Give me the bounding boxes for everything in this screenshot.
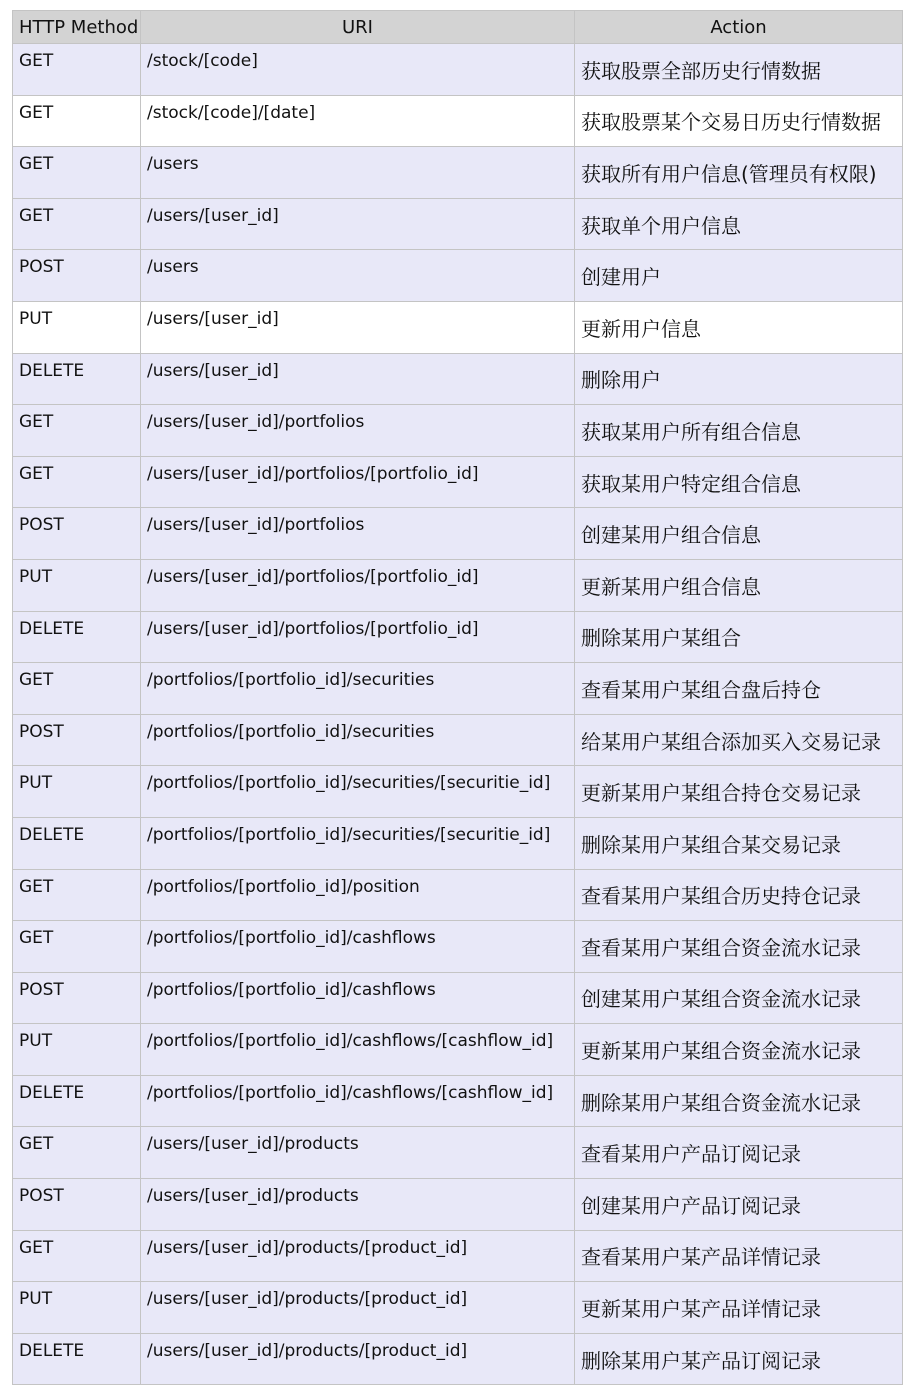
uri-cell: /portfolios/[portfolio_id]/position <box>141 869 575 921</box>
table-row <box>13 559 903 611</box>
uri-cell: /users/[user_id]/portfolios/[portfolio_id] <box>141 456 575 508</box>
method-cell: PUT <box>13 1282 141 1334</box>
method-cell: PUT <box>13 559 141 611</box>
method-cell: DELETE <box>13 1075 141 1127</box>
table-row <box>13 972 903 1024</box>
uri-cell: /users/[user_id]/portfolios/[portfolio_id] <box>141 559 575 611</box>
table-row <box>13 766 903 818</box>
action-cell: 删除某用户某组合资金流水记录 <box>575 1075 903 1127</box>
table-row <box>13 198 903 250</box>
uri-cell: /users <box>141 250 575 302</box>
method-cell: POST <box>13 1179 141 1231</box>
uri-cell: /portfolios/[portfolio_id]/cashflows <box>141 972 575 1024</box>
action-cell: 删除某用户某组合 <box>575 611 903 663</box>
method-cell: GET <box>13 95 141 147</box>
action-cell: 获取股票全部历史行情数据 <box>575 44 903 96</box>
table-body <box>13 44 903 1385</box>
method-cell: DELETE <box>13 817 141 869</box>
table-row <box>13 1179 903 1231</box>
header-action: Action <box>575 11 903 44</box>
uri-cell: /users/[user_id]/portfolios/[portfolio_id] <box>141 611 575 663</box>
table-row <box>13 611 903 663</box>
table-row <box>13 869 903 921</box>
uri-cell: /users/[user_id]/portfolios <box>141 508 575 560</box>
table-row <box>13 817 903 869</box>
uri-cell: /stock/[code] <box>141 44 575 96</box>
uri-cell: /portfolios/[portfolio_id]/cashflows/[cashflow_id] <box>141 1075 575 1127</box>
table-row <box>13 1024 903 1076</box>
action-cell: 更新某用户某组合持仓交易记录 <box>575 766 903 818</box>
action-cell: 获取某用户特定组合信息 <box>575 456 903 508</box>
uri-cell: /users/[user_id] <box>141 198 575 250</box>
table-row <box>13 663 903 715</box>
table-row <box>13 95 903 147</box>
action-cell: 删除某用户某产品订阅记录 <box>575 1333 903 1385</box>
table-header <box>13 11 903 44</box>
table-row <box>13 353 903 405</box>
uri-cell: /portfolios/[portfolio_id]/cashflows <box>141 921 575 973</box>
method-cell: PUT <box>13 766 141 818</box>
table-row <box>13 405 903 457</box>
action-cell: 获取股票某个交易日历史行情数据 <box>575 95 903 147</box>
method-cell: POST <box>13 508 141 560</box>
method-cell: POST <box>13 250 141 302</box>
action-cell: 查看某用户某组合历史持仓记录 <box>575 869 903 921</box>
table-row <box>13 1230 903 1282</box>
uri-cell: /users/[user_id]/products <box>141 1179 575 1231</box>
method-cell: GET <box>13 921 141 973</box>
header-row <box>13 11 903 44</box>
action-cell: 查看某用户产品订阅记录 <box>575 1127 903 1179</box>
method-cell: GET <box>13 663 141 715</box>
uri-cell: /users/[user_id]/products <box>141 1127 575 1179</box>
table-row <box>13 147 903 199</box>
action-cell: 查看某用户某组合盘后持仓 <box>575 663 903 715</box>
uri-cell: /users/[user_id] <box>141 301 575 353</box>
action-cell: 更新某用户组合信息 <box>575 559 903 611</box>
header-http-method: HTTP Method <box>13 11 141 44</box>
action-cell: 更新用户信息 <box>575 301 903 353</box>
method-cell: DELETE <box>13 611 141 663</box>
table-row <box>13 456 903 508</box>
method-cell: PUT <box>13 1024 141 1076</box>
uri-cell: /users/[user_id]/products/[product_id] <box>141 1333 575 1385</box>
action-cell: 创建某用户产品订阅记录 <box>575 1179 903 1231</box>
method-cell: POST <box>13 972 141 1024</box>
table-row <box>13 921 903 973</box>
uri-cell: /users/[user_id] <box>141 353 575 405</box>
method-cell: DELETE <box>13 353 141 405</box>
uri-cell: /users/[user_id]/portfolios <box>141 405 575 457</box>
uri-cell: /users/[user_id]/products/[product_id] <box>141 1282 575 1334</box>
method-cell: GET <box>13 44 141 96</box>
action-cell: 获取单个用户信息 <box>575 198 903 250</box>
uri-cell: /users/[user_id]/products/[product_id] <box>141 1230 575 1282</box>
action-cell: 更新某用户某产品详情记录 <box>575 1282 903 1334</box>
table-row <box>13 1333 903 1385</box>
method-cell: GET <box>13 1127 141 1179</box>
api-endpoints-table <box>12 10 903 1385</box>
uri-cell: /portfolios/[portfolio_id]/securities <box>141 714 575 766</box>
action-cell: 查看某用户某产品详情记录 <box>575 1230 903 1282</box>
method-cell: PUT <box>13 301 141 353</box>
action-cell: 更新某用户某组合资金流水记录 <box>575 1024 903 1076</box>
action-cell: 获取所有用户信息(管理员有权限) <box>575 147 903 199</box>
method-cell: GET <box>13 1230 141 1282</box>
table-row <box>13 714 903 766</box>
method-cell: DELETE <box>13 1333 141 1385</box>
table-row <box>13 250 903 302</box>
uri-cell: /users <box>141 147 575 199</box>
action-cell: 查看某用户某组合资金流水记录 <box>575 921 903 973</box>
method-cell: GET <box>13 147 141 199</box>
header-uri: URI <box>141 11 575 44</box>
table-row <box>13 44 903 96</box>
method-cell: GET <box>13 869 141 921</box>
action-cell: 给某用户某组合添加买入交易记录 <box>575 714 903 766</box>
table-row <box>13 508 903 560</box>
uri-cell: /portfolios/[portfolio_id]/cashflows/[cashflow_id] <box>141 1024 575 1076</box>
uri-cell: /portfolios/[portfolio_id]/securities <box>141 663 575 715</box>
method-cell: GET <box>13 456 141 508</box>
method-cell: GET <box>13 405 141 457</box>
method-cell: GET <box>13 198 141 250</box>
uri-cell: /portfolios/[portfolio_id]/securities/[securitie_id] <box>141 766 575 818</box>
table-row <box>13 1282 903 1334</box>
uri-cell: /stock/[code]/[date] <box>141 95 575 147</box>
action-cell: 删除某用户某组合某交易记录 <box>575 817 903 869</box>
action-cell: 创建用户 <box>575 250 903 302</box>
table-row <box>13 301 903 353</box>
action-cell: 创建某用户组合信息 <box>575 508 903 560</box>
action-cell: 创建某用户某组合资金流水记录 <box>575 972 903 1024</box>
method-cell: POST <box>13 714 141 766</box>
uri-cell: /portfolios/[portfolio_id]/securities/[securitie_id] <box>141 817 575 869</box>
action-cell: 删除用户 <box>575 353 903 405</box>
action-cell: 获取某用户所有组合信息 <box>575 405 903 457</box>
table-row <box>13 1127 903 1179</box>
table-row <box>13 1075 903 1127</box>
